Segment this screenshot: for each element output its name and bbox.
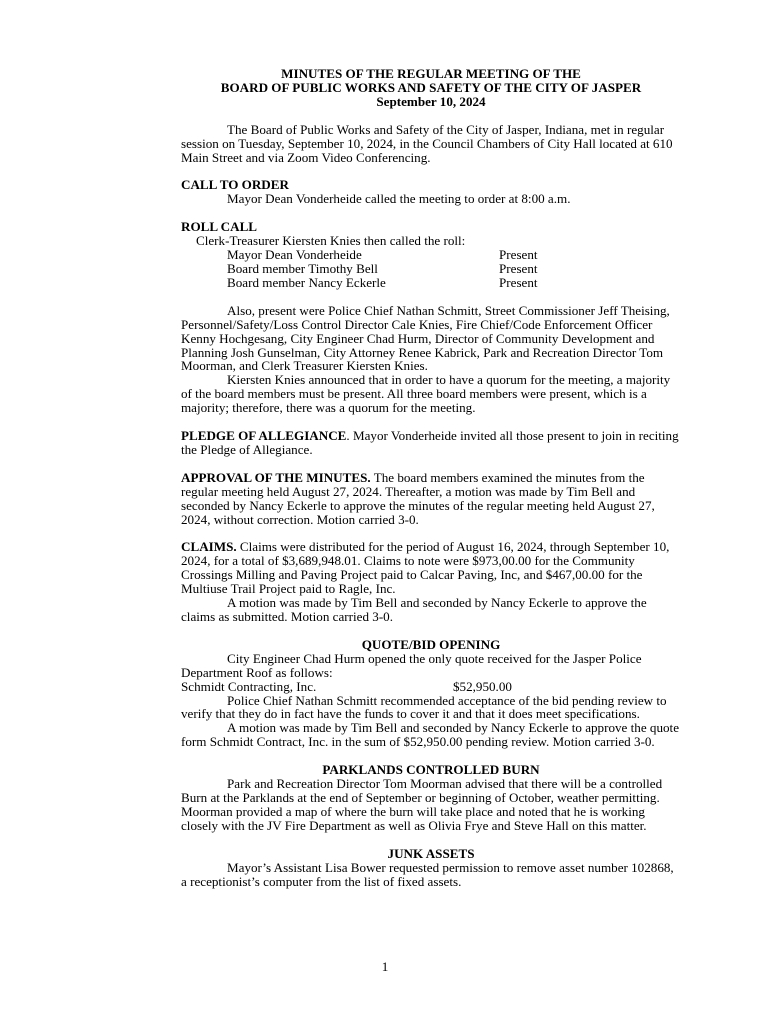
quote-recommendation: Police Chief Nathan Schmitt recommended acceptance of the bid pending review to verify that they do in fact have the funds to cover it and that it does meet specifications.: [181, 692, 667, 722]
quote-text: City Engineer Chad Hurm opened the only quote received for the Jasper Police Department Roof as follows:: [181, 650, 642, 680]
claims-paragraph: [181, 540, 681, 596]
page-number: 1: [381, 959, 389, 974]
minutes-heading: APPROVAL OF THE MINUTES.: [181, 469, 371, 485]
title-line-2: BOARD OF PUBLIC WORKS AND SAFETY OF THE CITY OF JASPER: [220, 79, 642, 95]
call-to-order-text: Mayor Dean Vonderheide called the meeting to order at 8:00 a.m.: [227, 191, 571, 207]
roll-call-status: Present: [499, 247, 538, 263]
pledge-text: . Mayor Vonderheide invited all those present to join in reciting the Pledge of Allegiance.: [181, 428, 679, 457]
roll-call-status: Present: [499, 260, 538, 276]
also-present-paragraph: Also, present were Police Chief Nathan Schmitt, Street Commissioner Jeff Theising, Personnel/Safety/Loss Control Director Cale Knies, Fire Chief/Code Enforcement Officer Kenny Hochgesang, City Engineer Chad Hurm, Director of Community Development and Planning Josh Gunselman, City Attorney Renee Kabrick, Park and Recreation Director Tom Moorman, and Clerk Treasurer Kiersten Knies.: [181, 302, 670, 374]
call-to-order-heading: CALL TO ORDER: [181, 177, 289, 193]
roll-call-name: Board member Timothy Bell: [227, 260, 378, 276]
roll-call-row: [181, 262, 681, 276]
roll-call-row: [181, 248, 681, 262]
roll-call-lead: Clerk-Treasurer Kiersten Knies then called the roll:: [196, 233, 466, 249]
pledge-paragraph: [181, 429, 681, 457]
claims-motion: A motion was made by Tim Bell and seconded by Nancy Eckerle to approve the claims as submitted. Motion carried 3-0.: [181, 595, 647, 624]
quote-vendor: Schmidt Contracting, Inc.: [181, 678, 317, 694]
minutes-document: [181, 67, 681, 888]
roll-call-name: Board member Nancy Eckerle: [227, 274, 386, 290]
pledge-heading: PLEDGE OF ALLEGIANCE: [181, 428, 347, 444]
claims-text: Claims were distributed for the period of August 16, 2024, through September 10, 2024, for a total of $3,689,948.01. Claims to note were $973,00.00 for the Community Crossings Milling and Paving Project paid to Calcar Paving, Inc, and $467,00.00 for the Multiuse Trail Project paid to Ragle, Inc.: [181, 539, 670, 597]
quorum-paragraph: Kiersten Knies announced that in order to have a quorum for the meeting, a majority of the board members must be present. All three board members were present, which is a majority; therefore, there was a quorum for the meeting.: [181, 372, 671, 416]
meeting-date: September 10, 2024: [376, 93, 486, 109]
junk-heading: JUNK ASSETS: [387, 845, 475, 861]
intro-paragraph: The Board of Public Works and Safety of the City of Jasper, Indiana, met in regular session on Tuesday, September 10, 2024, in the Council Chambers of City Hall located at 610 Main Street and via Zoom Video Conferencing.: [181, 121, 673, 165]
title-line-1: MINUTES OF THE REGULAR MEETING OF THE: [281, 66, 581, 81]
roll-call-status: Present: [499, 274, 538, 290]
quote-motion: A motion was made by Tim Bell and seconded by Nancy Eckerle to approve the quote form Schmidt Contract, Inc. in the sum of $52,950.00 pending review. Motion carried 3-0.: [181, 720, 680, 750]
claims-heading: CLAIMS.: [181, 539, 237, 555]
minutes-text: The board members examined the minutes from the regular meeting held August 27, 2024. Thereafter, a motion was made by Tim Bell and seconded by Nancy Eckerle to approve the minutes of the regular meeting held August 27, 2024, without correction. Motion carried 3-0.: [181, 469, 655, 527]
junk-text: Mayor’s Assistant Lisa Bower requested permission to remove asset number 102868, a receptionist’s computer from the list of fixed assets.: [181, 859, 674, 889]
minutes-paragraph: [181, 471, 681, 527]
roll-call-row: [181, 276, 681, 290]
quote-heading: QUOTE/BID OPENING: [361, 636, 501, 652]
burn-text: Park and Recreation Director Tom Moorman advised that there will be a controlled Burn at the Parklands at the end of September or beginning of October, weather permitting. Moorman provided a map of where the burn will take place and noted that he is working closely with the JV Fire Department as well as Olivia Frye and Steve Hall on this matter.: [181, 776, 663, 833]
quote-row: [181, 680, 681, 694]
roll-call-heading: ROLL CALL: [181, 219, 258, 235]
burn-heading: PARKLANDS CONTROLLED BURN: [322, 762, 540, 778]
quote-amount: $52,950.00: [453, 678, 512, 694]
roll-call-name: Mayor Dean Vonderheide: [227, 247, 362, 263]
